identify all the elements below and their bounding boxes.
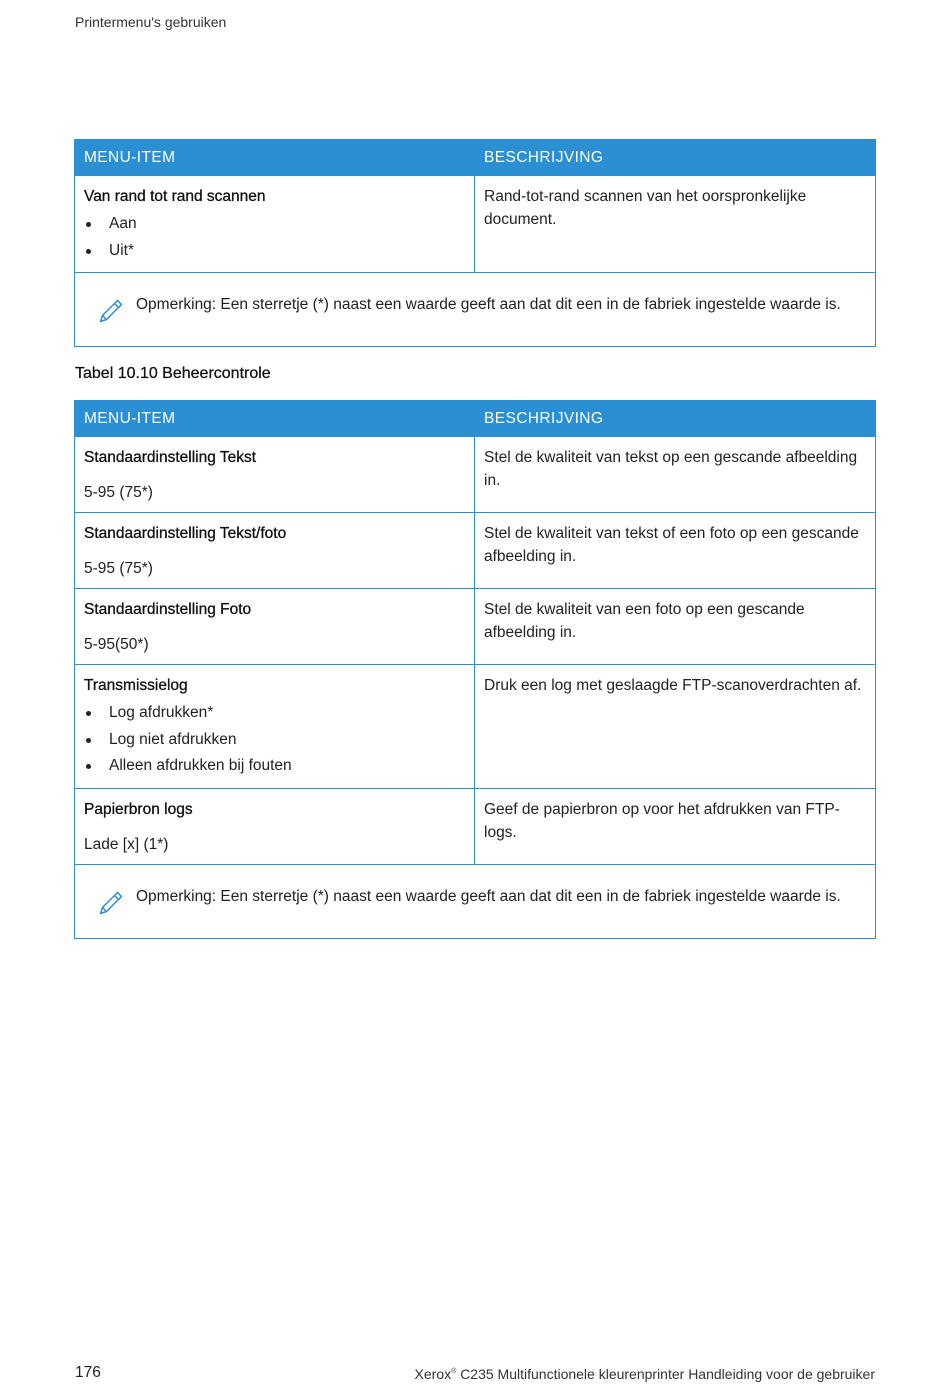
note-text: Opmerking: Een sterretje (*) naast een waarde geeft aan dat dit een in de fabriek ingestelde waarde is. <box>136 887 841 905</box>
table-row <box>75 589 876 665</box>
table-row <box>75 437 876 513</box>
menu-item-cell <box>75 176 475 273</box>
option-item: Log afdrukken* <box>84 700 465 727</box>
note-row <box>75 273 876 347</box>
menu-table-admin-controls <box>74 400 876 939</box>
column-header-menu-item: MENU-ITEM <box>75 140 475 176</box>
menu-item-cell <box>75 513 475 589</box>
description-cell: Stel de kwaliteit van tekst op een gescande afbeelding in. <box>475 437 876 513</box>
running-header: Printermenu's gebruiken <box>75 14 227 30</box>
option-item: Alleen afdrukken bij fouten <box>84 753 465 780</box>
table-row <box>75 788 876 864</box>
footer-document-title: C235 Multifunctionele kleurenprinter Handleiding voor de gebruiker <box>460 1366 875 1382</box>
description-cell: Stel de kwaliteit van tekst of een foto op een gescande afbeelding in. <box>475 513 876 589</box>
option-item: Aan <box>84 211 465 238</box>
menu-item-cell <box>75 437 475 513</box>
menu-item-cell <box>75 665 475 789</box>
menu-item-title: Van rand tot rand scannen <box>84 188 266 205</box>
table-row <box>75 176 876 273</box>
option-item: Log niet afdrukken <box>84 727 465 754</box>
note-text: Opmerking: Een sterretje (*) naast een waarde geeft aan dat dit een in de fabriek ingestelde waarde is. <box>136 296 841 313</box>
menu-item-title: Standaardinstelling Tekst/foto <box>84 525 287 542</box>
note-cell <box>75 864 876 938</box>
table-row <box>75 665 876 789</box>
menu-item-title: Papierbron logs <box>84 800 193 818</box>
description-cell: Geef de papierbron op voor het afdrukken van FTP-logs. <box>475 788 876 864</box>
option-list <box>84 700 465 780</box>
column-header-menu-item: MENU-ITEM <box>75 401 475 437</box>
menu-item-value: 5-95 (75*) <box>84 484 153 501</box>
column-header-description: BESCHRIJVING <box>475 140 876 176</box>
option-list <box>84 211 465 264</box>
table-caption: Tabel 10.10 Beheercontrole <box>75 365 271 382</box>
menu-item-title: Standaardinstelling Tekst <box>84 449 257 466</box>
description-cell: Stel de kwaliteit van een foto op een gescande afbeelding in. <box>475 589 876 665</box>
menu-item-title: Transmissielog <box>84 677 188 694</box>
pencil-icon <box>97 297 125 325</box>
menu-table-edge-scan <box>74 139 876 347</box>
table-row <box>75 513 876 589</box>
menu-item-cell <box>75 788 475 864</box>
column-header-description: BESCHRIJVING <box>475 401 876 437</box>
menu-item-value: 5-95(50*) <box>84 636 149 653</box>
note <box>95 293 855 316</box>
footer-title <box>415 1366 875 1382</box>
description-cell: Rand-tot-rand scannen van het oorspronkelijke document. <box>475 176 876 273</box>
note-row <box>75 864 876 938</box>
note <box>95 885 855 908</box>
registered-mark: ® <box>451 1368 457 1375</box>
menu-item-value: Lade [x] (1*) <box>84 835 169 853</box>
note-cell <box>75 273 876 347</box>
pencil-icon <box>97 889 125 917</box>
description-cell: Druk een log met geslaagde FTP-scanoverdrachten af. <box>475 665 876 789</box>
option-item: Uit* <box>84 238 465 265</box>
menu-item-value: 5-95 (75*) <box>84 560 153 577</box>
page-number: 176 <box>75 1364 101 1381</box>
menu-item-title: Standaardinstelling Foto <box>84 601 252 618</box>
menu-item-cell <box>75 589 475 665</box>
footer-brand: Xerox <box>414 1366 452 1382</box>
